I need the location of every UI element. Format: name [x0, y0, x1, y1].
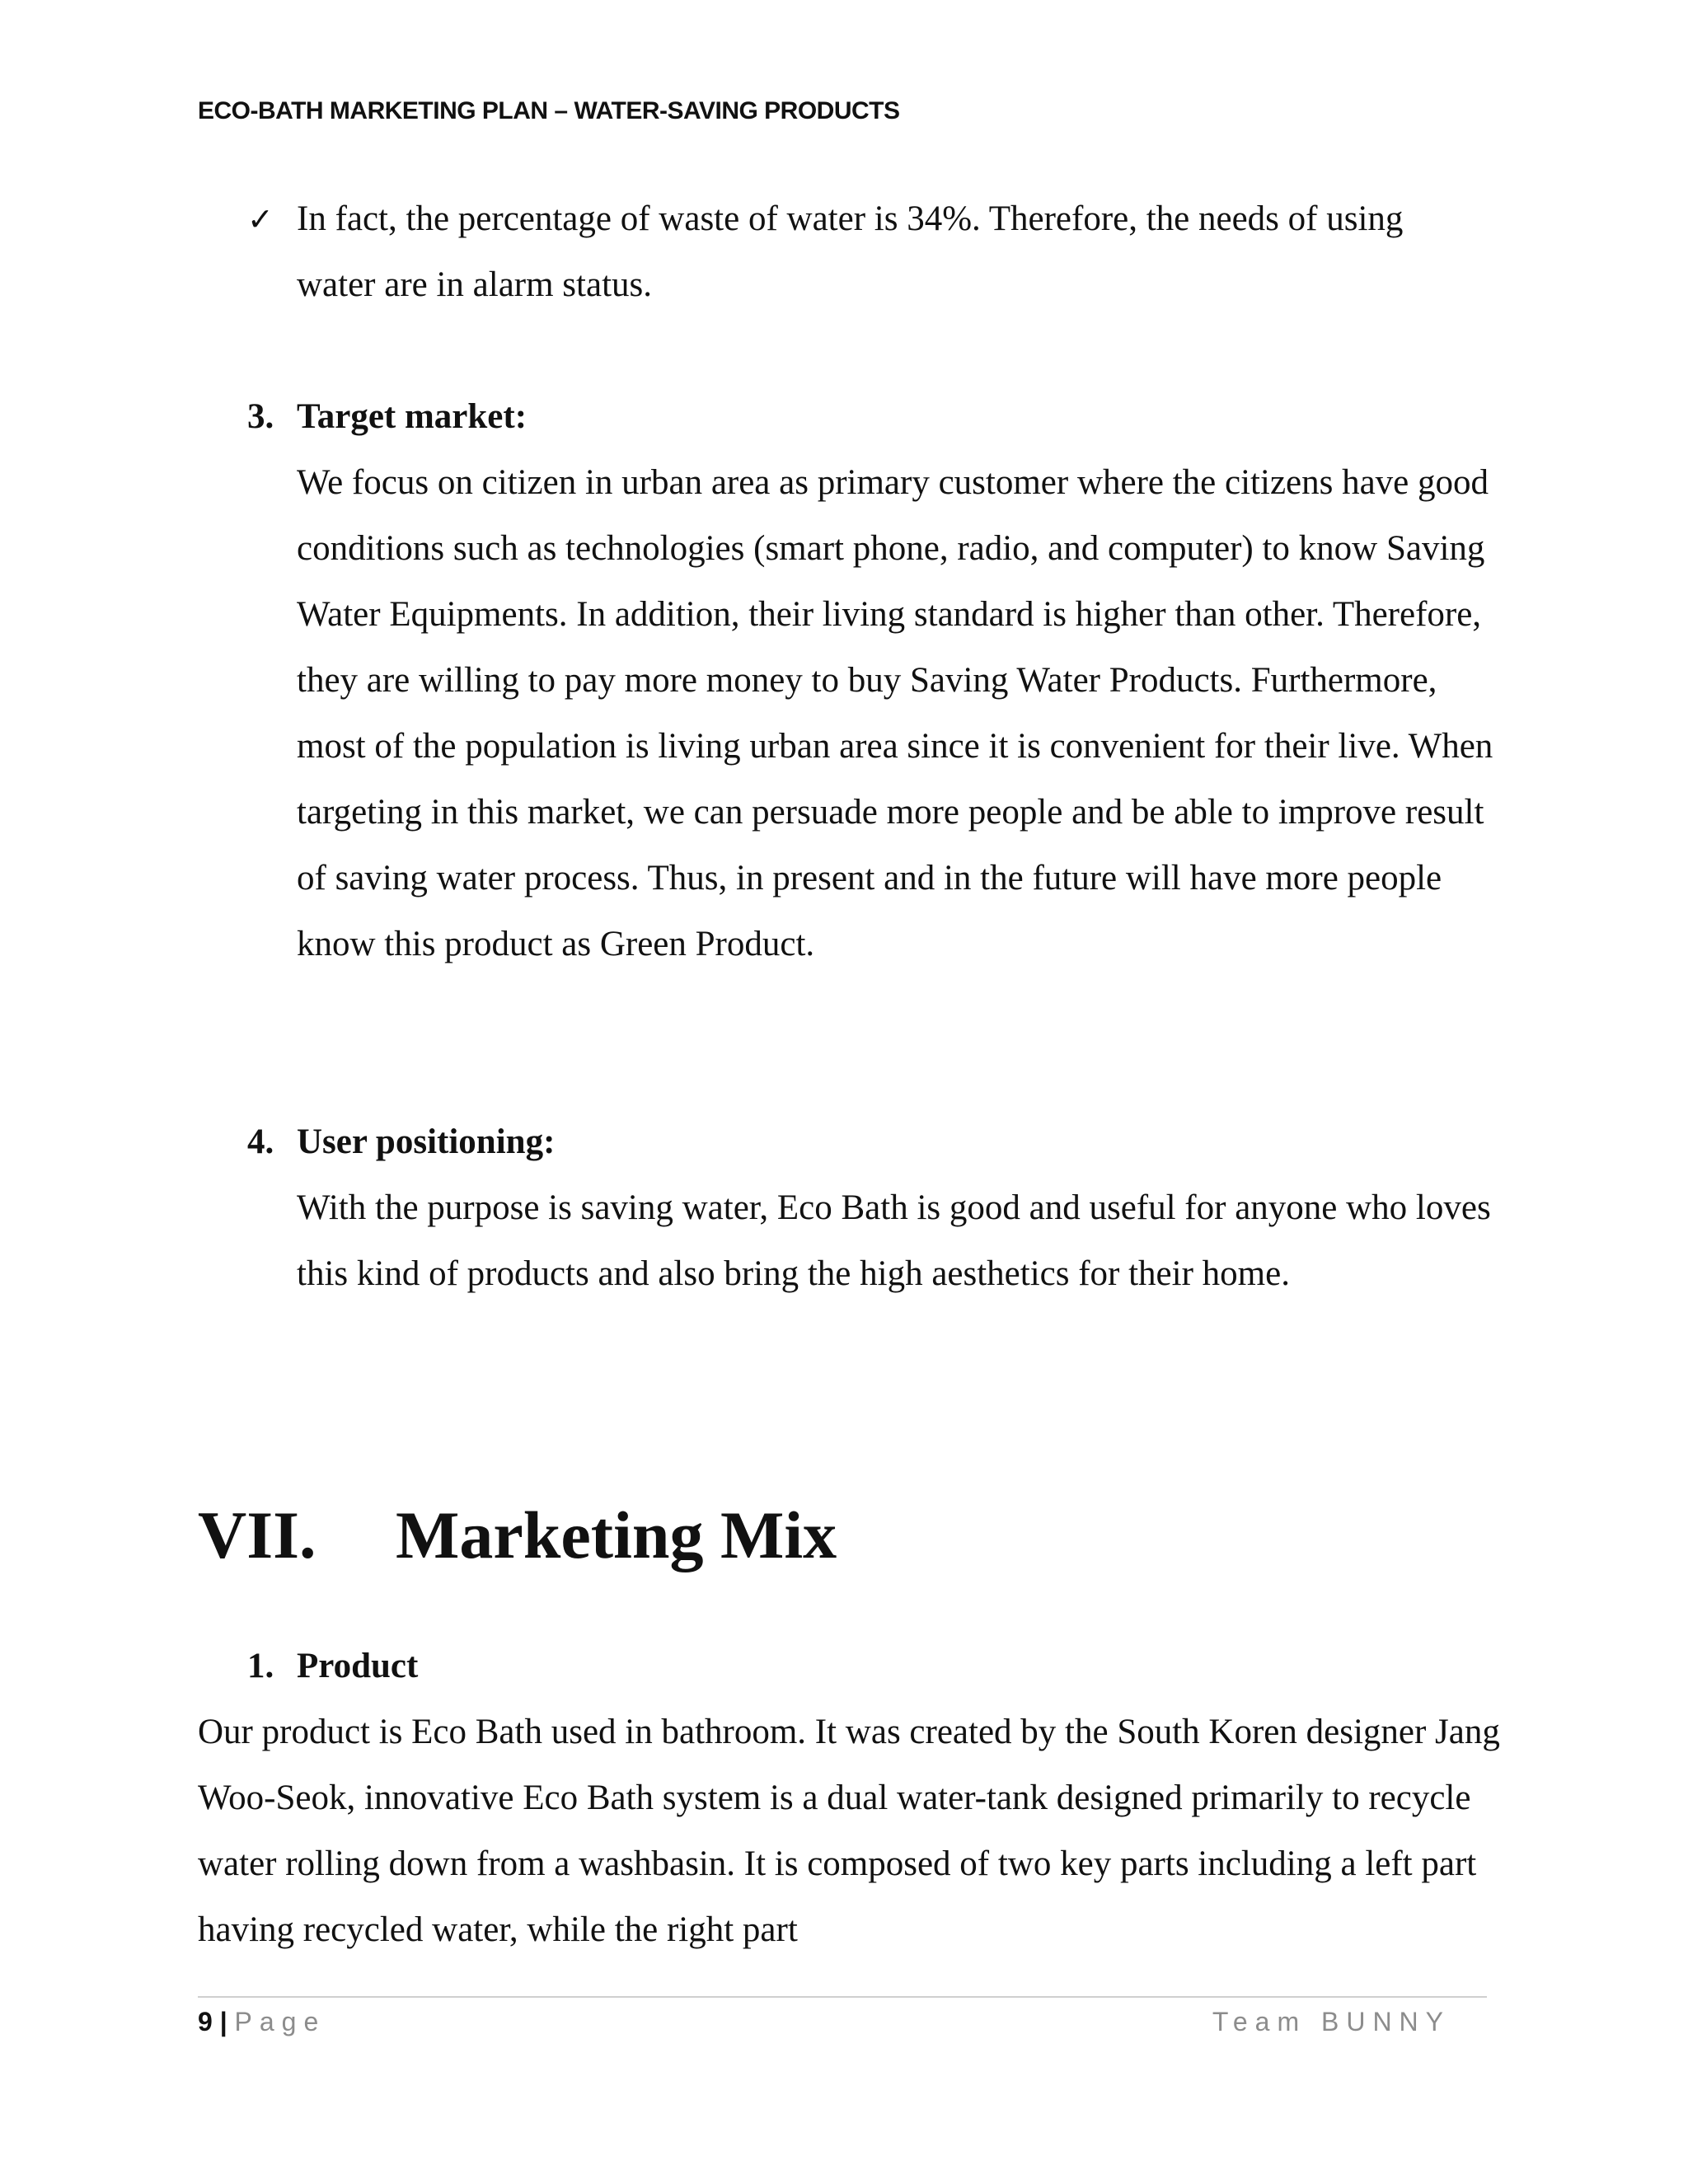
page-number: 9: [198, 2007, 213, 2036]
chapter-heading: [198, 1490, 837, 1581]
footer-separator: |: [212, 2007, 235, 2036]
footer-page-info: [198, 2001, 326, 2042]
section-heading: [247, 384, 1500, 450]
team-name: Team BUNNY: [1212, 2007, 1451, 2036]
section-number: 4.: [247, 1122, 274, 1161]
page-footer: [198, 2001, 1451, 2042]
checkmark-icon: ✓: [247, 201, 274, 237]
footer-divider: [198, 1996, 1487, 1998]
section-heading: [247, 1109, 1500, 1175]
page-header: ECO-BATH MARKETING PLAN – WATER-SAVING PRODUCTS: [198, 97, 900, 124]
section-target-market: [247, 384, 1500, 977]
section-title: Product: [297, 1647, 419, 1685]
section-user-positioning: [247, 1109, 1500, 1307]
section-body: Our product is Eco Bath used in bathroom. It was created by the South Koren designer Jang Woo-Seok, innovative Eco Bath system is a dual water-tank designed primarily to recycle water rolling down from a washbasin. It is composed of two key parts including a left part having recycled water, while the right part: [198, 1713, 1500, 1949]
section-body: We focus on citizen in urban area as primary customer where the citizens have good conditions such as technologies (smart phone, radio, and computer) to know Saving Water Equipments. In addition, their living standard is higher than other. Therefore, they are willing to pay more money to buy Saving Water Products. Furthermore, most of the population is living urban area since it is convenient for their live. When targeting in this market, we can persuade more people and be able to improve result of saving water process. Thus, in present and in the future will have more people know this product as Green Product.: [297, 463, 1493, 963]
section-number: 1.: [247, 1647, 274, 1685]
section-title: User positioning:: [297, 1122, 556, 1161]
section-title: Target market:: [297, 397, 528, 436]
chapter-number: VII.: [198, 1497, 316, 1572]
section-body: With the purpose is saving water, Eco Bath is good and useful for anyone who loves this kind of products and also bring the high aesthetics for their home.: [297, 1188, 1491, 1293]
section-product: [198, 1633, 1500, 1963]
chapter-title: Marketing Mix: [396, 1497, 837, 1572]
page-label: Page: [234, 2007, 326, 2036]
section-heading: [247, 1633, 1500, 1699]
section-number: 3.: [247, 397, 274, 436]
bullet-paragraph: In fact, the percentage of waste of water is 34%. Therefore, the needs of using water are in alarm status.: [297, 199, 1404, 304]
